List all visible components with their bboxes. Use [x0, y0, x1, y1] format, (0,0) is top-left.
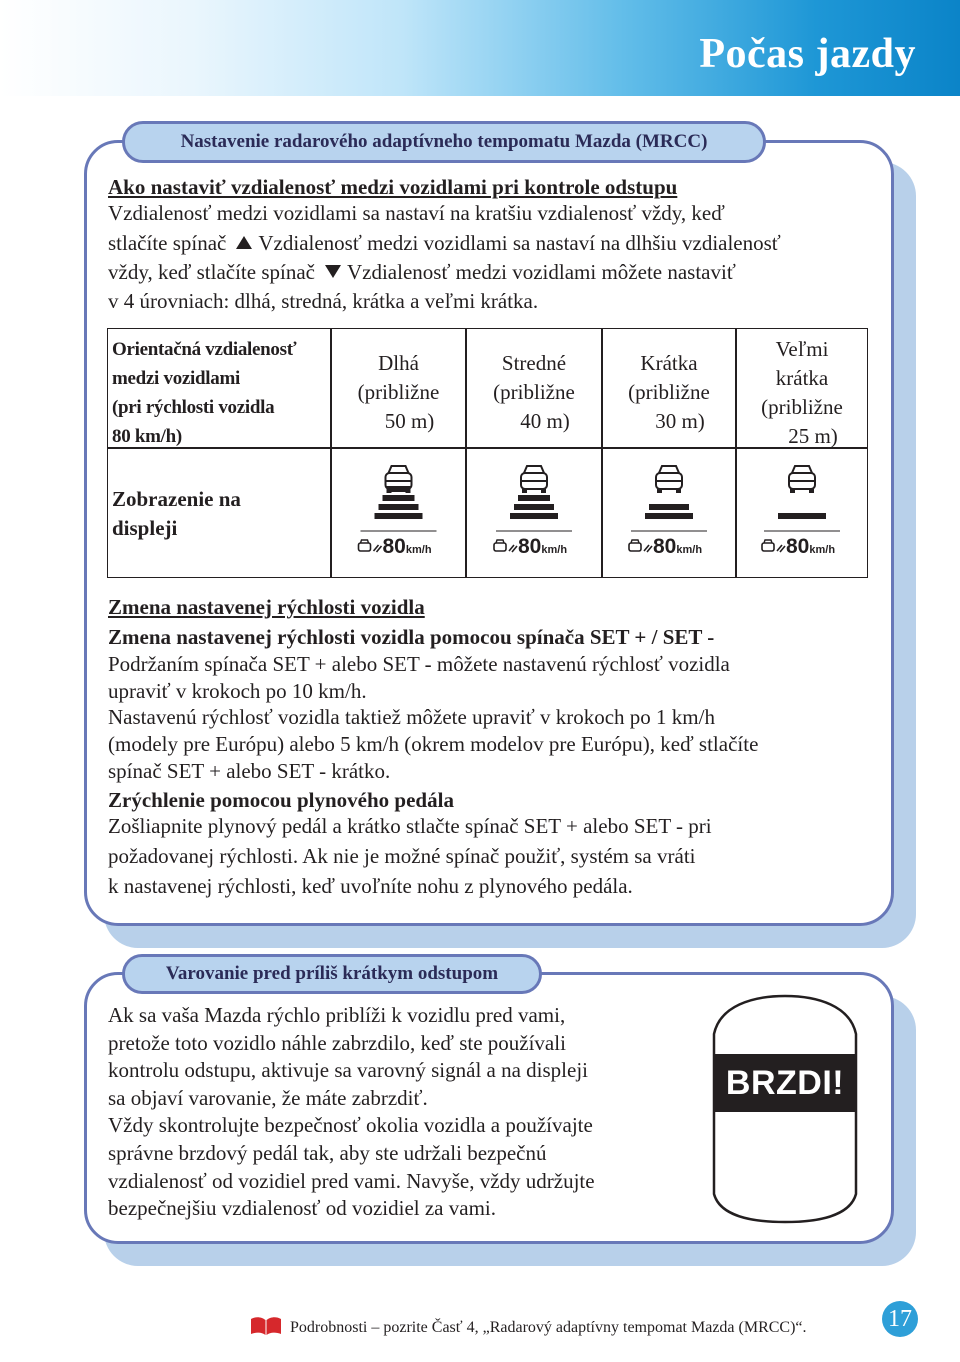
- paragraph-line: stlačíte spínač Vzdialenosť medzi vozidlami sa nastaví na dlhšiu vzdialenosť: [108, 231, 781, 255]
- distance-table: [107, 328, 868, 578]
- accel-heading: Zrýchlenie pomocou plynového pedála: [108, 788, 454, 812]
- distance-bar: [514, 504, 554, 510]
- speed-unit: km/h: [541, 544, 568, 556]
- paragraph-line: v 4 úrovniach: dlhá, stredná, krátka a veľmi krátka.: [108, 289, 539, 313]
- radar-cruise-icon: [762, 540, 785, 552]
- radar-cruise-icon: [359, 540, 382, 552]
- display-long: [332, 449, 465, 577]
- distance-bar: [383, 495, 415, 501]
- distance-bar: [510, 513, 558, 519]
- table-header-label: Orientačná vzdialenosť medzi vozidlami (pri rýchlosti vozidla 80 km/h): [112, 339, 297, 447]
- speed-value: 80: [382, 535, 406, 558]
- speed-readout: [653, 535, 702, 559]
- speed-change-text: Podržaním spínača SET + alebo SET - môžete nastavenú rýchlosť vozidla upraviť v krokoch po 10 km/h.: [108, 652, 730, 703]
- down-arrow-icon: [325, 265, 341, 278]
- distance-bar: [387, 486, 411, 492]
- book-icon: [250, 1316, 282, 1336]
- brake-warning-display: [712, 994, 858, 1224]
- distance-bar: [375, 513, 423, 519]
- page-number: 17: [882, 1301, 918, 1337]
- paragraph-line: Vzdialenosť medzi vozidlami sa nastaví na kratšiu vzdialenosť vždy, keď: [108, 201, 725, 225]
- section-title-warning: Varovanie pred príliš krátkym odstupom: [122, 954, 542, 994]
- warning-text: Ak sa vaša Mazda rýchlo priblíži k vozidlu pred vami, pretože toto vozidlo náhle zabrzdilo, keď ste používali kontrolu odstupu, aktivuje sa varovný signál a na displeji sa objaví varovanie, že máte zabrzdiť. Vždy skontrolujte bezpečnosť okolia vozidla a používajte správne brzdový pedál tak, aby ste udržali bezpečnú vzdialenosť od vozidiel pred vami. Navyše, vždy udržujte bezpečnejšiu vzdialenosť od vozidiel za vami.: [108, 1003, 595, 1221]
- distance-bar: [518, 495, 550, 501]
- display-very-short: [737, 449, 867, 577]
- display-short: [603, 449, 735, 577]
- brake-warning-text: BRZDI!: [725, 1064, 845, 1102]
- car-icon: [521, 466, 547, 493]
- speed-change-text: Nastavenú rýchlosť vozidla taktiež môžete upraviť v krokoch po 1 km/h (modely pre Európu) alebo 5 km/h (okrem modelov pre Európu), keď stlačíte spínač SET + alebo SET - krátko.: [108, 705, 759, 783]
- distance-bar: [379, 504, 419, 510]
- speed-unit: km/h: [809, 544, 836, 556]
- car-icon: [789, 466, 815, 493]
- footnote: Podrobnosti – pozrite Časť 4, „Radarový adaptívny tempomat Mazda (MRCC)“.: [290, 1319, 807, 1336]
- speed-change-heading: Zmena nastavenej rýchlosti vozidla: [108, 595, 425, 619]
- speed-unit: km/h: [676, 544, 703, 556]
- speed-value: 80: [653, 535, 677, 558]
- page-title: Počas jazdy: [699, 31, 916, 77]
- speed-readout: [786, 535, 835, 559]
- speed-change-subheading: Zmena nastavenej rýchlosti vozidla pomocou spínača SET + / SET -: [108, 625, 715, 649]
- distance-very-short: Veľmi krátka (približne 25 m): [761, 337, 843, 448]
- radar-cruise-icon: [494, 540, 517, 552]
- display-label: Zobrazenie na displeji: [112, 487, 241, 540]
- distance-bar: [778, 513, 826, 519]
- distance-heading: Ako nastaviť vzdialenosť medzi vozidlami pri kontrole odstupu: [108, 175, 678, 199]
- radar-cruise-icon: [629, 540, 652, 552]
- paragraph-line: vždy, keď stlačíte spínač Vzdialenosť medzi vozidlami môžete nastaviť: [108, 260, 736, 284]
- speed-readout: [518, 535, 567, 559]
- car-icon: [656, 466, 682, 493]
- speed-value: 80: [786, 535, 810, 558]
- distance-bar: [649, 504, 689, 510]
- distance-long: Dlhá (približne 50 m): [357, 351, 440, 433]
- speed-value: 80: [518, 535, 542, 558]
- distance-bar: [645, 513, 693, 519]
- speed-readout: [383, 535, 432, 559]
- up-arrow-icon: [236, 236, 252, 249]
- accel-text: Zošliapnite plynový pedál a krátko stlačte spínač SET + alebo SET - pri požadovanej rýchlosti. Ak nie je možné spínač použiť, systém sa vráti k nastavenej rýchlosti, keď uvoľníte nohu z plynového pedála.: [108, 814, 712, 898]
- distance-short: Krátka (približne 30 m): [628, 351, 710, 433]
- speed-unit: km/h: [405, 544, 432, 556]
- distance-medium: Stredné (približne 40 m): [493, 351, 575, 433]
- section-title-mrcc: Nastavenie radarového adaptívneho tempomatu Mazda (MRCC): [122, 121, 766, 163]
- display-medium: [467, 449, 601, 577]
